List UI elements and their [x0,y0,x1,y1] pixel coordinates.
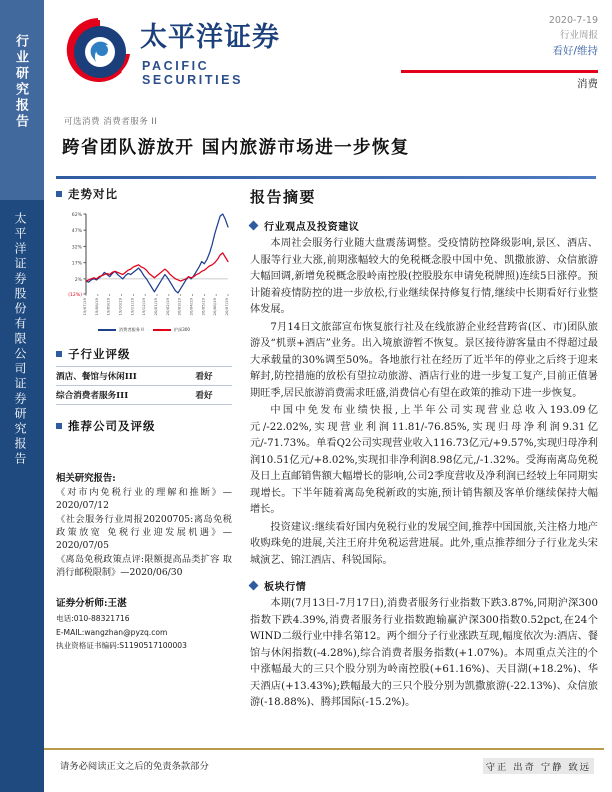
svg-text:32%: 32% [71,245,82,251]
svg-text:20/07/19: 20/07/19 [224,298,229,316]
subindustry-section-header [56,346,232,362]
subindustry-rating: 看好 [195,391,213,401]
square-bullet-icon [56,351,62,357]
sidebar-label-company-research: 太平洋证券股份有限公司证券研究报告 [13,212,27,467]
report-sector: 消费 [577,78,598,90]
sidebar-footer-band [0,752,44,792]
analyst-name: 证券分析师:王湛 [56,598,127,610]
company-logo [62,12,292,90]
subindustry-section-title: 子行业评级 [68,347,131,361]
svg-text:19/08/19: 19/08/19 [93,298,99,316]
svg-text:19/11/19: 19/11/19 [129,298,135,316]
chart-section-title: 走势对比 [68,187,118,201]
title-divider [56,176,596,179]
legend-item-0 [98,327,144,333]
svg-text:20/05/19: 20/05/19 [200,298,206,316]
body-paragraph: 本周社会服务行业随大盘震荡调整。受疫情防控降级影响,景区、酒店、人服等行业大涨,前期涨幅较大的免税概念股中国中免、凯撒旅游、众信旅游大幅回调,新增免税概念股岭南控股(控股股东申请免税牌照)连续5日涨停。预计随着疫情防控的进一步放松,行业继续保持修复行情,继续中长期看好行业整体发展。 [250,238,598,316]
svg-text:19/10/19: 19/10/19 [117,298,123,316]
svg-text:20/06/19: 20/06/19 [212,298,218,316]
related-research-item[interactable]: 《社会服务行业周报20200705:离岛免税政策放宽 免税行业迎发展机遇》—2020/07/05 [56,513,232,552]
legend-label-0: 消费者服务 II [118,327,144,332]
analyst-phone: 电话:010-88321716 [56,614,130,624]
header-red-rule [401,70,598,73]
section-title: 板块行情 [264,582,307,594]
left-column [56,186,232,652]
sidebar-label-industry-report: 行业研究报告 [13,34,28,130]
recommend-section-header [56,418,232,434]
body-paragraph: 投资建议:继续看好国内免税行业的发展空间,推荐中国国旅,关注格力地产收购珠免的进展,关注王府井免税运营进展。此外,重点推荐细分子行业龙头宋城演艺、锦江酒店、科锐国际。 [250,521,598,566]
svg-text:2%: 2% [74,277,82,283]
svg-text:20/04/19: 20/04/19 [188,298,194,316]
right-column [250,186,598,713]
footer-disclaimer: 请务必阅读正文之后的免责条款部分 [60,761,209,772]
footer-slogan: 守正 出奇 宁静 致远 [483,758,594,774]
report-type: 行业周报 [559,29,598,41]
subindustry-name: 综合消费者服务III [56,391,129,401]
section-header-market-performance [250,578,598,593]
logo-text-en: PACIFIC SECURITIES [142,59,244,87]
svg-text:17%: 17% [71,261,82,267]
svg-text:19/12/19: 19/12/19 [141,298,147,316]
body-paragraph: 本期(7月13日-7月17日),消费者服务行业指数下跌3.87%,同期沪深300指数下跌4.39%,消费者服务行业指数跑输赢沪深300指数0.52pct,在24个WIND二级行业中排名第12。两个细分子行业涨跌互现,幅度依次为:酒店、餐馆与休闲指数(-4.28%),综合消费者服务指数(+1.07%)。本周重点关注的个中涨幅最大的三只个股分别为岭南控股(+61.16%)、天目湖(+18.2%)、华天酒店(+13.43%);跌幅最大的三只个股分别为凯撒旅游(-22.13%)、众信旅游(-18.88%)、腾邦国际(-15.2%)。 [250,598,598,709]
subindustry-rating-table [56,366,232,405]
logo-text-cn: 太平洋证券 [140,22,280,53]
section-header-industry-view [250,218,598,233]
analyst-certificate: 执业资格证书编码:S1190517100003 [56,640,187,650]
related-research-header: 相关研究报告: [56,473,116,484]
svg-text:19/07/19: 19/07/19 [82,298,87,316]
svg-text:(12%): (12%) [68,293,82,298]
svg-text:19/09/19: 19/09/19 [105,298,111,316]
svg-text:20/03/19: 20/03/19 [176,298,182,316]
legend-label-1: 沪深300 [173,327,191,332]
table-row [56,367,232,386]
recommend-section-title: 推荐公司及评级 [68,419,156,433]
summary-title: 报告摘要 [250,188,317,206]
related-research-item[interactable]: 《离岛免税政策点评:限额提高品类扩容 取消行邮税限制》—2020/06/30 [56,553,232,579]
svg-text:47%: 47% [71,229,82,235]
svg-text:20/01/19: 20/01/19 [153,298,158,316]
diamond-bullet-icon [249,221,259,231]
trend-comparison-chart [56,206,232,326]
square-bullet-icon [56,191,62,197]
page-title: 跨省团队游放开 国内旅游市场进一步恢复 [62,138,410,158]
report-date: 2020-7-19 [548,15,598,26]
legend-item-1 [153,327,190,333]
chart-section-header [56,186,232,202]
table-row [56,386,232,405]
diamond-bullet-icon [249,581,259,591]
subindustry-name: 酒店、餐馆与休闲III [56,372,137,382]
footer-divider [44,748,604,750]
subindustry-rating: 看好 [195,372,213,382]
analyst-email[interactable]: E-MAIL:wangzhan@pyzq.com [56,627,168,637]
section-title: 行业观点及投资建议 [264,222,360,233]
pacific-securities-logo-icon [62,14,134,84]
legend-swatch-0 [98,329,116,331]
sidebar-footer-gap [0,752,44,792]
header-meta [368,14,598,60]
svg-text:20/02/19: 20/02/19 [164,298,170,316]
breadcrumb: 可选消费 消费者服务 II [64,117,158,127]
related-research-item[interactable]: 《对市内免税行业的理解和推断》—2020/07/12 [56,487,232,512]
svg-text:62%: 62% [71,213,82,218]
left-sidebar [0,0,44,792]
legend-swatch-1 [153,329,171,331]
report-rating: 看好/维持 [552,45,598,58]
body-paragraph: 中国中免发布业绩快报,上半年公司实现营业总收入193.09亿元/-22.02%,实现营业利润11.81/-76.85%,实现归母净利润9.31亿元/-71.73%。单看Q2公司实现营业收入116.73亿元/+9.57%,实现归母净利润10.51亿元/+8.02%,实现扣非净利润8.98亿元,/-1.32%。受海南离岛免税及日上直邮销售额大幅增长的影响,公司2季度营收及净利润已经较上年同期实现增长。下半年随着离岛免税新政的实施,预计销售额及客单价继续保持大幅增长。 [250,405,598,516]
body-paragraph: 7月14日文旅部宣布恢复旅行社及在线旅游企业经营跨省(区、市)团队旅游及“机票+酒店”业务。出入境旅游暂不恢复。景区接待游客量由不得超过最大承载量的30%调至50%。各地旅行社在经历了近半年的停业之后终于迎来解封,防控措施的放松有望拉动旅游、酒店行业的进一步复工复产,目前正值暑期旺季,居民旅游消费需求旺盛,消费信心有望在政策的推动下进一步恢复。 [250,321,598,399]
square-bullet-icon [56,423,62,429]
